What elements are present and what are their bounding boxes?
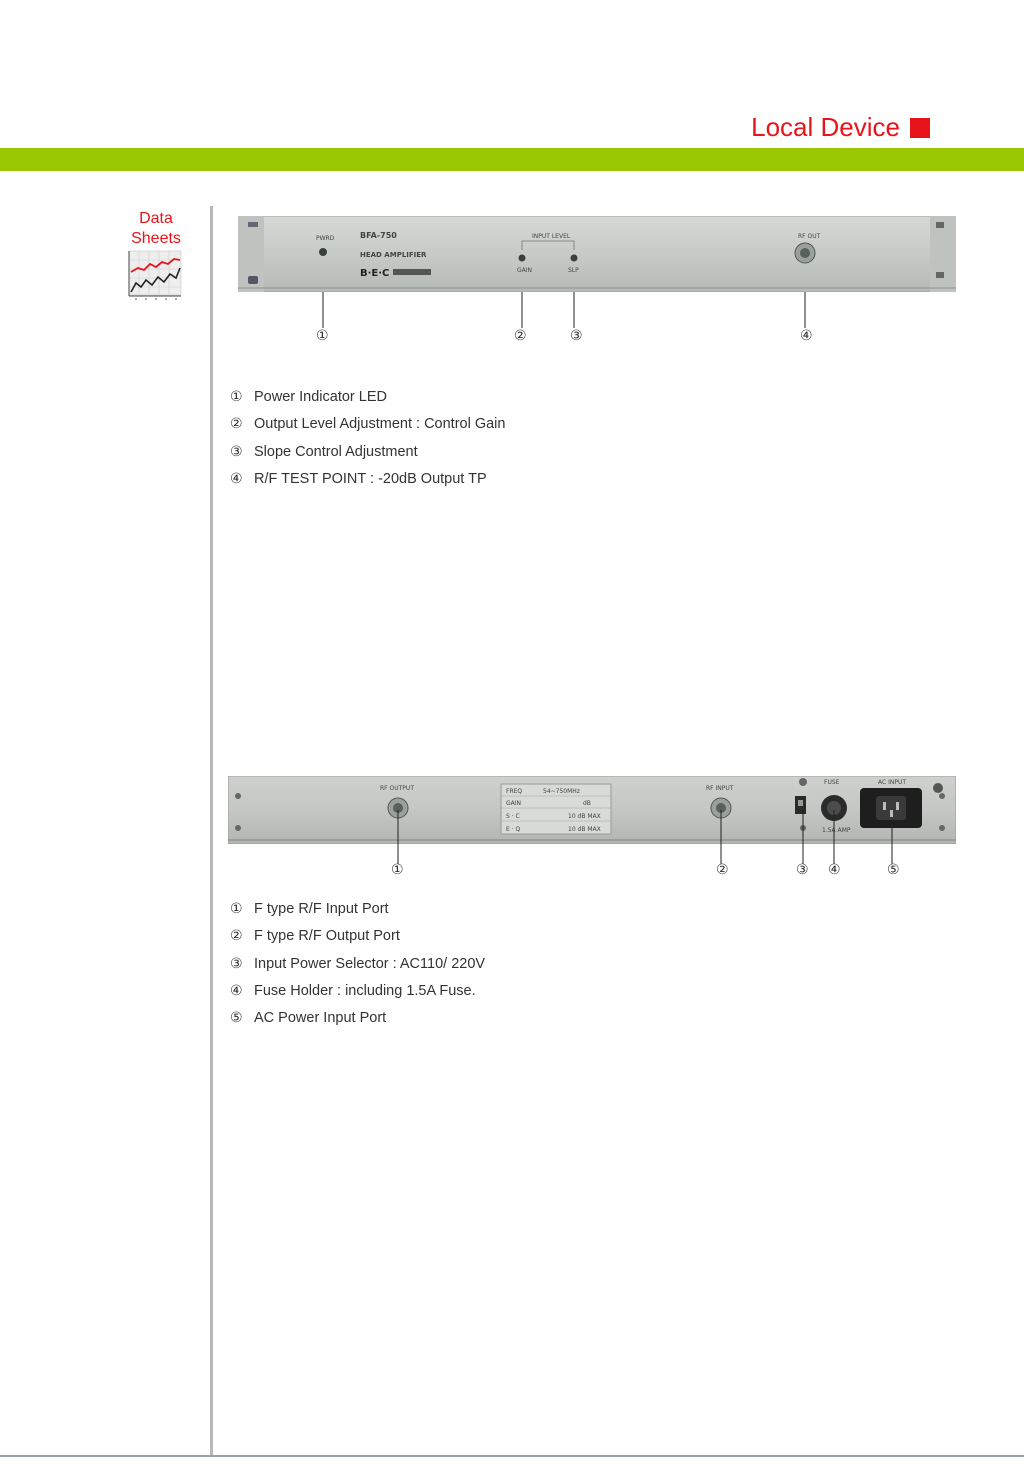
svg-text:S · C: S · C <box>506 813 520 820</box>
list-item: ② Output Level Adjustment : Control Gain <box>230 416 506 433</box>
svg-text:BFA-750: BFA-750 <box>360 231 397 240</box>
list-item: ② F type R/F Output Port <box>230 928 400 945</box>
svg-text:1.5A AMP: 1.5A AMP <box>822 827 851 834</box>
rear-marker-2: ② <box>716 862 729 878</box>
svg-text:FREQ: FREQ <box>506 788 523 795</box>
list-item: ① F type R/F Input Port <box>230 901 389 917</box>
list-item: ⑤ AC Power Input Port <box>230 1010 387 1027</box>
svg-text:INPUT LEVEL: INPUT LEVEL <box>532 233 571 240</box>
front-marker-4: ④ <box>800 328 813 344</box>
svg-text:HEAD AMPLIFIER: HEAD AMPLIFIER <box>360 251 427 259</box>
rear-marker-1: ① <box>391 862 404 878</box>
svg-text:FUSE: FUSE <box>824 779 840 786</box>
page-title <box>751 112 930 143</box>
svg-text:10 dB MAX: 10 dB MAX <box>568 826 601 833</box>
svg-text:GAIN: GAIN <box>506 800 522 807</box>
sidebar-label <box>118 209 194 249</box>
front-panel-image <box>238 216 956 292</box>
rear-marker-5: ⑤ <box>887 862 900 878</box>
footer-divider <box>0 1455 1024 1457</box>
rear-panel-legend <box>230 896 485 1032</box>
list-item: ③ Slope Control Adjustment <box>230 443 418 460</box>
svg-text:B·E·C: B·E·C <box>360 268 390 279</box>
svg-text:RF INPUT: RF INPUT <box>706 785 734 792</box>
sidebar-label-line2: Sheets <box>131 230 181 247</box>
chart-icon <box>128 250 182 300</box>
svg-text:PWRD: PWRD <box>316 235 335 242</box>
front-marker-2: ② <box>514 328 527 344</box>
list-item: ④ R/F TEST POINT : -20dB Output TP <box>230 470 487 487</box>
page-title-text: Local Device <box>751 112 900 142</box>
svg-text:RF OUT: RF OUT <box>798 233 821 240</box>
svg-text:dB: dB <box>583 800 591 807</box>
header-accent-bar <box>0 148 1024 171</box>
svg-text:SLP: SLP <box>568 267 579 274</box>
rear-marker-3: ③ <box>796 862 809 878</box>
list-item: ① Power Indicator LED <box>230 389 387 405</box>
svg-text:54~750MHz: 54~750MHz <box>543 788 580 795</box>
front-panel-legend <box>230 384 505 493</box>
rear-marker-4: ④ <box>828 862 841 878</box>
red-square-icon <box>910 118 930 138</box>
list-item: ④ Fuse Holder : including 1.5A Fuse. <box>230 982 476 999</box>
front-marker-1: ① <box>316 328 329 344</box>
front-panel-leaders <box>238 292 956 332</box>
sidebar-label-line1: Data <box>139 210 173 227</box>
sidebar-divider <box>210 206 213 1456</box>
front-marker-3: ③ <box>570 328 583 344</box>
list-item: ③ Input Power Selector : AC110/ 220V <box>230 955 486 972</box>
svg-text:E · Q: E · Q <box>506 826 521 833</box>
svg-text:AC INPUT: AC INPUT <box>878 779 907 786</box>
rear-panel-leaders <box>228 810 956 866</box>
svg-text:10 dB MAX: 10 dB MAX <box>568 813 601 820</box>
svg-text:GAIN: GAIN <box>517 267 533 274</box>
svg-text:RF OUTPUT: RF OUTPUT <box>380 785 414 792</box>
